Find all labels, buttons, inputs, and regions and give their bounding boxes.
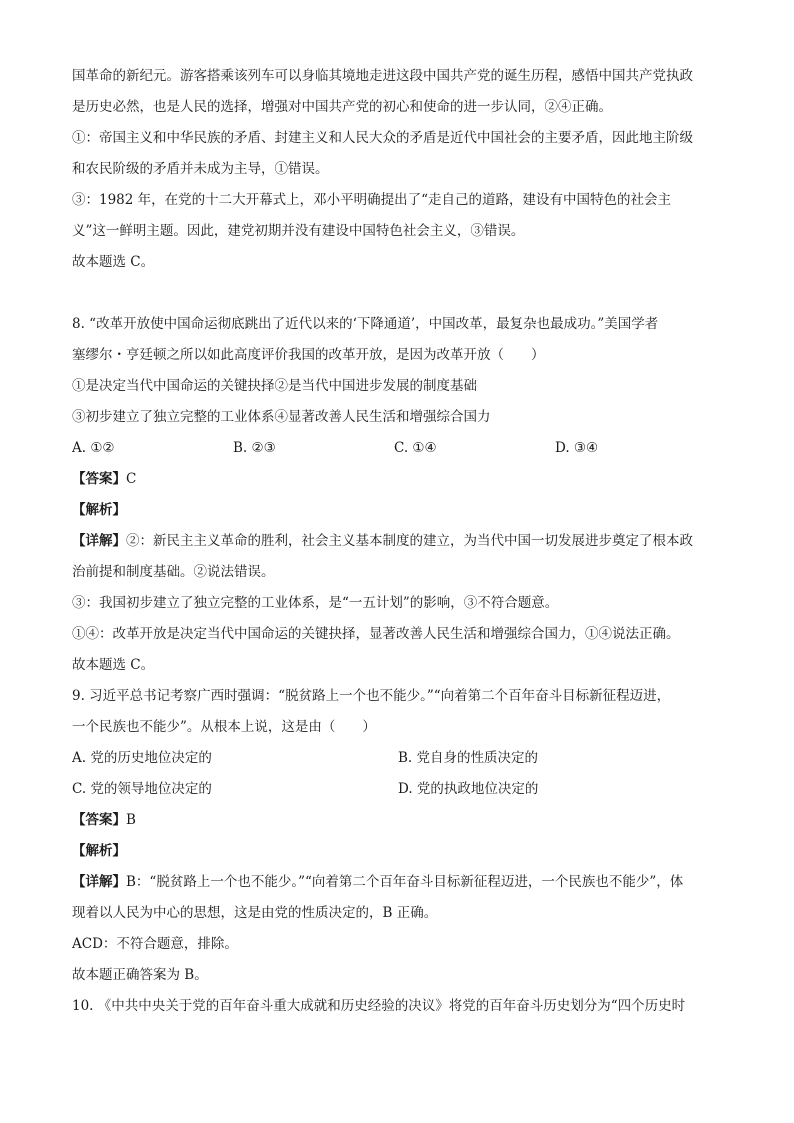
paragraph-gap <box>72 278 724 309</box>
answer-value: C <box>126 471 137 487</box>
text-line: 治前提和制度基础。②说法错误。 <box>72 564 275 580</box>
text-line: 国革命的新纪元。游客搭乘该列车可以身临其境地走进这段中国共产党的诞生历程，感悟中国共产党执政 <box>72 68 693 84</box>
question-stem-line: 9. 习近平总书记考察广西时强调：“脱贫路上一个也不能少。”“向着第二个百年奋斗目标新征程迈进， <box>72 688 671 704</box>
option-c: C. ①④ <box>394 440 437 456</box>
question-stem-line: 8. “改革开放使中国命运彻底跳出了近代以来的‘下降通道’，中国改革，最复杂也最成功。”美国学者 <box>72 316 659 332</box>
text-line: ①④：改革开放是决定当代中国命运的关键抉择，显著改善人民生活和增强综合国力，①④说法正确。 <box>72 626 680 642</box>
text-line: ③：我国初步建立了独立完整的工业体系，是“一五计划”的影响，③不符合题意。 <box>72 595 559 611</box>
detail-text: ②：新民主主义革命的胜利，社会主义基本制度的建立，为当代中国一切发展进步奠定了根本政 <box>126 533 693 549</box>
option-d: D. ③④ <box>555 440 599 456</box>
question-stem-line: 塞缪尔・亨廷顿之所以如此高度评价我国的改革开放，是因为改革开放（ ） <box>72 347 545 363</box>
statement-line: ①是决定当代中国命运的关键抉择②是当代中国进步发展的制度基础 <box>72 378 477 394</box>
detail-text: B：“脱贫路上一个也不能少。”“向着第二个百年奋斗目标新征程迈进，一个民族也不能少”，体 <box>126 874 684 890</box>
options-row <box>72 433 724 464</box>
option-c: C. 党的领导地位决定的 <box>72 781 212 797</box>
text-line: 义”这一鲜明主题。因此，建党初期并没有建设中国特色社会主义，③错误。 <box>72 223 525 239</box>
text-line: ①：帝国主义和中华民族的矛盾、封建主义和人民大众的矛盾是近代中国社会的主要矛盾，因此地主阶级 <box>72 130 693 146</box>
page-content <box>72 61 724 1022</box>
question-8 <box>72 309 724 681</box>
text-line: 和农民阶级的矛盾并未成为主导，①错误。 <box>72 161 329 177</box>
question-stem-line: 一个民族也不能少”。从根本上说，这是由（ ） <box>72 719 376 735</box>
statement-line: ③初步建立了独立完整的工业体系④显著改善人民生活和增强综合国力 <box>72 409 491 425</box>
answer-label: 【答案】 <box>72 471 126 487</box>
options-row <box>72 743 724 774</box>
prev-question-analysis <box>72 61 724 278</box>
analysis-label: 【解析】 <box>72 843 126 859</box>
option-d: D. 党的执政地位决定的 <box>398 781 539 797</box>
question-10 <box>72 991 724 1022</box>
question-9 <box>72 681 724 991</box>
option-b: B. 党自身的性质决定的 <box>398 750 539 766</box>
conclusion-line: 故本题选 C。 <box>72 657 155 673</box>
detail-label: 【详解】 <box>72 874 126 890</box>
options-row <box>72 774 724 805</box>
detail-label: 【详解】 <box>72 533 126 549</box>
text-line: ③：1982 年，在党的十二大开幕式上，邓小平明确提出了“走自己的道路，建设有中国特色的社会主 <box>72 192 672 208</box>
answer-label: 【答案】 <box>72 812 126 828</box>
detail-line <box>72 867 724 898</box>
answer-line <box>72 464 724 495</box>
option-a: A. ①② <box>72 440 115 456</box>
text-line: ACD：不符合题意，排除。 <box>72 936 238 952</box>
question-stem-line: 10. 《中共中央关于党的百年奋斗重大成就和历史经验的决议》将党的百年奋斗历史划分为“四个历史时 <box>72 998 686 1014</box>
answer-value: B <box>126 812 136 828</box>
option-b: B. ②③ <box>233 440 276 456</box>
text-line: 现着以人民为中心的思想，这是由党的性质决定的，B 正确。 <box>72 905 438 921</box>
option-a: A. 党的历史地位决定的 <box>72 750 212 766</box>
analysis-label: 【解析】 <box>72 502 126 518</box>
detail-line <box>72 526 724 557</box>
conclusion-line: 故本题选 C。 <box>72 254 155 270</box>
text-line: 是历史必然，也是人民的选择，增强对中国共产党的初心和使命的进一步认同，②④正确。 <box>72 99 612 115</box>
answer-line <box>72 805 724 836</box>
conclusion-line: 故本题正确答案为 B。 <box>72 967 208 983</box>
